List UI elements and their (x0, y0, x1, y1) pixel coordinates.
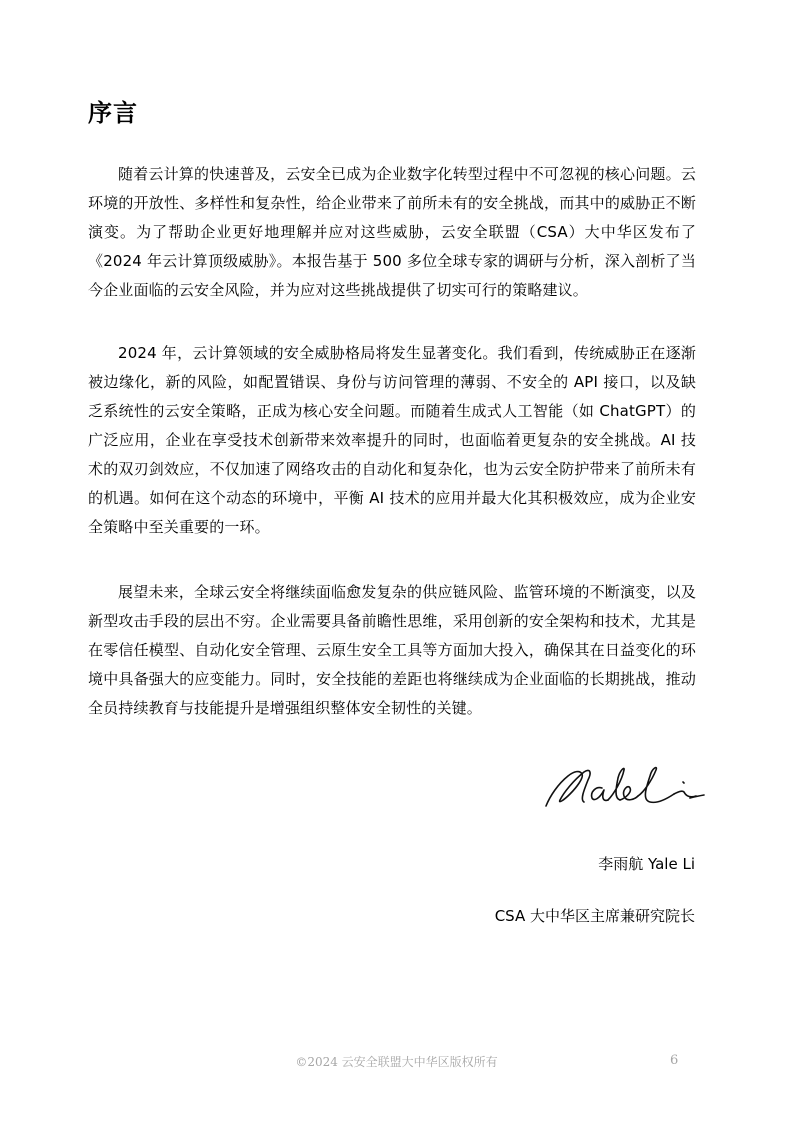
footer-copyright: ©2024 云安全联盟大中华区版权所有 (295, 1055, 498, 1069)
body-paragraph-2: 2024 年，云计算领域的安全威胁格局将发生显著变化。我们看到，传统威胁正在逐渐被边缘化，新的风险，如配置错误、身份与访问管理的薄弱、不安全的 API 接口，以及缺乏系统性的云安全策略，正成为核心安全问题。而随着生成式人工智能（如 ChatGPT）的广泛应用，企业在享受技术创新带来效率提升的同时，也面临着更复杂的安全挑战。AI 技术的双刃剑效应，不仅加速了网络攻击的自动化和复杂化，也为云安全防护带来了前所未有的机遇。如何在这个动态的环境中，平衡 AI 技术的应用并最大化其积极效应，成为企业安全策略中至关重要的一环。 (88, 344, 696, 536)
page-number: 6 (670, 1053, 679, 1068)
signatory-role: CSA 大中华区主席兼研究院长 (494, 907, 695, 925)
page-title: 序言 (88, 99, 138, 127)
body-paragraph-1: 随着云计算的快速普及，云安全已成为企业数字化转型过程中不可忽视的核心问题。云环境的开放性、多样性和复杂性，给企业带来了前所未有的安全挑战，而其中的威胁正不断演变。为了帮助企业更好地理解并应对这些威胁，云安全联盟（CSA）大中华区发布了《2024 年云计算顶级威胁》。本报告基于 500 多位全球专家的调研与分析，深入剖析了当今企业面临的云安全风险，并为应对这些挑战提供了切实可行的策略建议。 (88, 165, 696, 299)
body-paragraph-3: 展望未来，全球云安全将继续面临愈发复杂的供应链风险、监管环境的不断演变，以及新型攻击手段的层出不穷。企业需要具备前瞻性思维，采用创新的安全架构和技术，尤其是在零信任模型、自动化安全管理、云原生安全工具等方面加大投入，确保其在日益变化的环境中具备强大的应变能力。同时，安全技能的差距也将继续成为企业面临的长期挑战，推动全员持续教育与技能提升是增强组织整体安全韧性的关键。 (88, 583, 696, 717)
signatory-name: 李雨航 Yale Li (598, 855, 695, 873)
handwritten-signature (540, 762, 710, 812)
